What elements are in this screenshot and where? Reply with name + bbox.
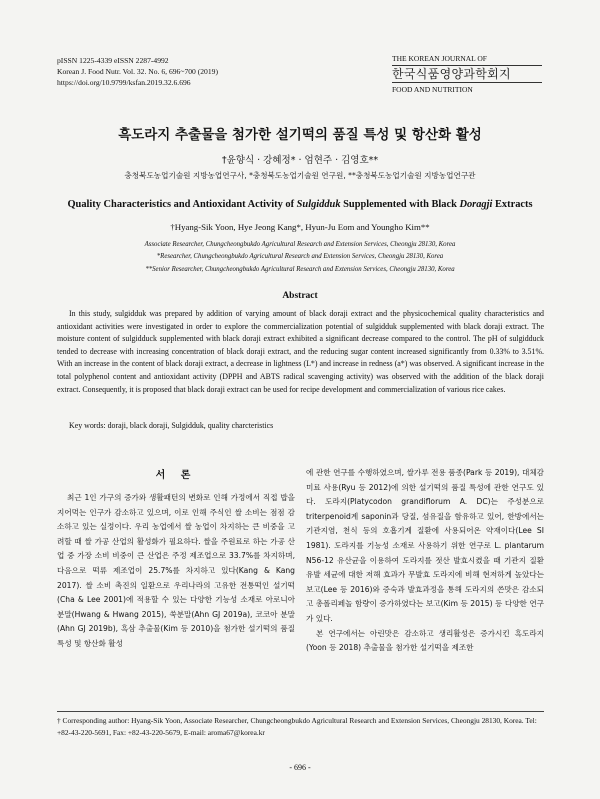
- corresponding-author-footnote: † Corresponding author: Hyang-Sik Yoon, Associate Researcher, Chungcheongbukdo Agricultural Research and Extension Services, Cheongju 28130, Korea. Tel: +82-43-220-5691, Fax: +82-43-220-5679, E-mail: aroma67@korea.kr: [57, 716, 537, 737]
- title-en-italic: Doragji: [459, 199, 493, 210]
- affiliation-korean: 충청북도농업기술원 지방농업연구사, *충청북도농업기술원 연구원, **충청북도농업기술원 지방농업연구관: [124, 171, 476, 180]
- title-english: [0, 199, 600, 210]
- authors-english: †Hyang-Sik Yoon, Hye Jeong Kang*, Hyun-Ju Eom and Youngho Kim**: [170, 222, 430, 232]
- title-en-italic: Sulgidduk: [296, 199, 341, 210]
- masthead-rule: [392, 65, 542, 66]
- right-column: [306, 466, 544, 656]
- right-paragraph-1: 에 관한 연구를 수행하였으며, 쌀가루 전용 품종(Park 등 2019), 대체감미료 사용(Ryu 등 2012)에 의한 설기떡의 품질 특성에 관한 연구도 있다. 도라지(Platycodon grandiflorum A. DC)는 주성분으로 triterpenoid계 saponin과 당질, 섬유질을 함유하고 있어, 한방에서는 기관지염, 천식 등의 호흡기계 질환에 사용되어온 약재이다(Lee SI 1981). 도라지를 기능성 소재로 사용하기 위한 연구로 L. plantarum N56-12 유산균을 이용하여 도라지를 젓산 발효시켰을 때 기관지 질환 유발 세균에 대한 저해 효과가 무발효 도라지에 비해 현저하게 높았다는 보고(Lee 등 2016)와 증숙과 발효과정을 통해 도라지의 쓴맛은 감소되고 총폴리페놀 함량이 증가하였다는 보고(Kim 등 2015) 등 다양한 연구가 있다.: [306, 468, 544, 623]
- doi-link[interactable]: https://doi.org/10.9799/ksfan.2019.32.6.696: [57, 78, 191, 87]
- page-number: - 696 -: [289, 763, 311, 772]
- abstract-text: In this study, sulgidduk was prepared by addition of varying amount of black doraji extract and the physicochemical quality characteristics and antioxidant activities were investigated in order to explore the commercialization potential of sulgidduk supplemented with black doraji extract. The moisture content of sulgidduck supplemented with black doraji extract exhibited a significant decrease compared to the control. The pH of sulgidduck tended to decrease with increasing concentration of black doraji extract, and the reducing sugar content increased significantly from 0.33% to 3.51%. With an increase in the content of black doraji extract, a decrease in lightness (L*) and increase in redness (a*) was observed. A significant increase in the total polyphenol content and antioxidant activity (DPPH and ABTS radical scavenging activity) was observed with the addition of the black doraji extract. Consequently, it is proposed that black doraji extract can be used for recipe development and commercialization of various rice cakes.: [57, 309, 544, 394]
- footnote-divider: [57, 711, 544, 712]
- journal-korean-name: 한국식품영양과학회지: [392, 67, 511, 81]
- journal-masthead: [392, 53, 542, 95]
- title-en-part: Extracts: [492, 199, 533, 210]
- masthead-rule: [392, 82, 542, 83]
- right-paragraph-2: 본 연구에서는 아린맛은 감소하고 생리활성은 증가시킨 흑도라지(Yoon 등 2018) 추출물을 첨가한 설기떡을 제조한: [306, 628, 544, 653]
- affiliation-line: Associate Researcher, Chungcheongbukdo Agricultural Research and Extension Services, Cheongju 28130, Korea: [144, 241, 456, 248]
- title-en-part: Quality Characteristics and Antioxidant Activity of: [67, 199, 297, 210]
- affiliation-line: *Researcher, Chungcheongbukdo Agricultural Research and Extension Services, Cheongju 28130, Korea: [156, 253, 444, 261]
- abstract-heading: Abstract: [282, 291, 318, 301]
- publication-meta: [57, 55, 218, 88]
- affiliations-english: [0, 239, 600, 276]
- left-column-text: 최근 1인 가구의 증가와 생활패턴의 변화로 인해 가정에서 직접 밥을 지어먹는 인구가 감소하고 있으며, 이로 인해 주식인 쌀 소비는 점점 감소하고 있는 실정이다. 우리 농업에서 쌀 농업이 차지하는 큰 비중을 고려할 때 쌀 가공 산업의 활성화가 필요하다. 쌀을 주원료로 하는 가공 산업 중 가장 소비 비중이 큰 산업은 주정 제조업으로 33.7%를 차지하며, 다음으로 떡류 제조업이 25.7%를 차지하고 있다(Kang & Kang 2017). 쌀 소비 촉진의 일환으로 우리나라의 고유한 전통떡인 설기떡(Cha & Lee 2001)에 적용할 수 있는 다양한 기능성 소재로 아로니아 분말(Hwang & Hwang 2015), 쑥분말(Ahn GJ 2019a), 코코아 분말(Ahn GJ 2019b), 흑삼 추출물(Kim 등 2010)을 첨가한 설기떡의 품질 특성 및 항산화 활성: [57, 493, 295, 648]
- journal-line-1: THE KOREAN JOURNAL OF: [392, 54, 487, 63]
- issn-line: pISSN 1225-4339 eISSN 2287-4992: [57, 56, 169, 65]
- title-en-part: Supplemented with Black: [340, 199, 460, 210]
- citation-line: Korean J. Food Nutr. Vol. 32. No. 6, 696~700 (2019): [57, 67, 218, 76]
- title-korean: 흑도라지 추출물을 첨가한 설기떡의 품질 특성 및 항산화 활성: [118, 127, 482, 143]
- keywords: Key words: doraji, black doraji, Sulgidduk, quality charcteristics: [69, 421, 274, 430]
- journal-line-2: FOOD AND NUTRITION: [392, 85, 473, 94]
- authors-korean: †윤향식 · 강혜정* · 엄현주 · 김영호**: [221, 155, 379, 166]
- section-title-introduction: 서 론: [155, 470, 197, 481]
- affiliation-line: **Senior Researcher, Chungcheongbukdo Agricultural Research and Extension Services, Cheongju 28130, Korea: [145, 265, 455, 273]
